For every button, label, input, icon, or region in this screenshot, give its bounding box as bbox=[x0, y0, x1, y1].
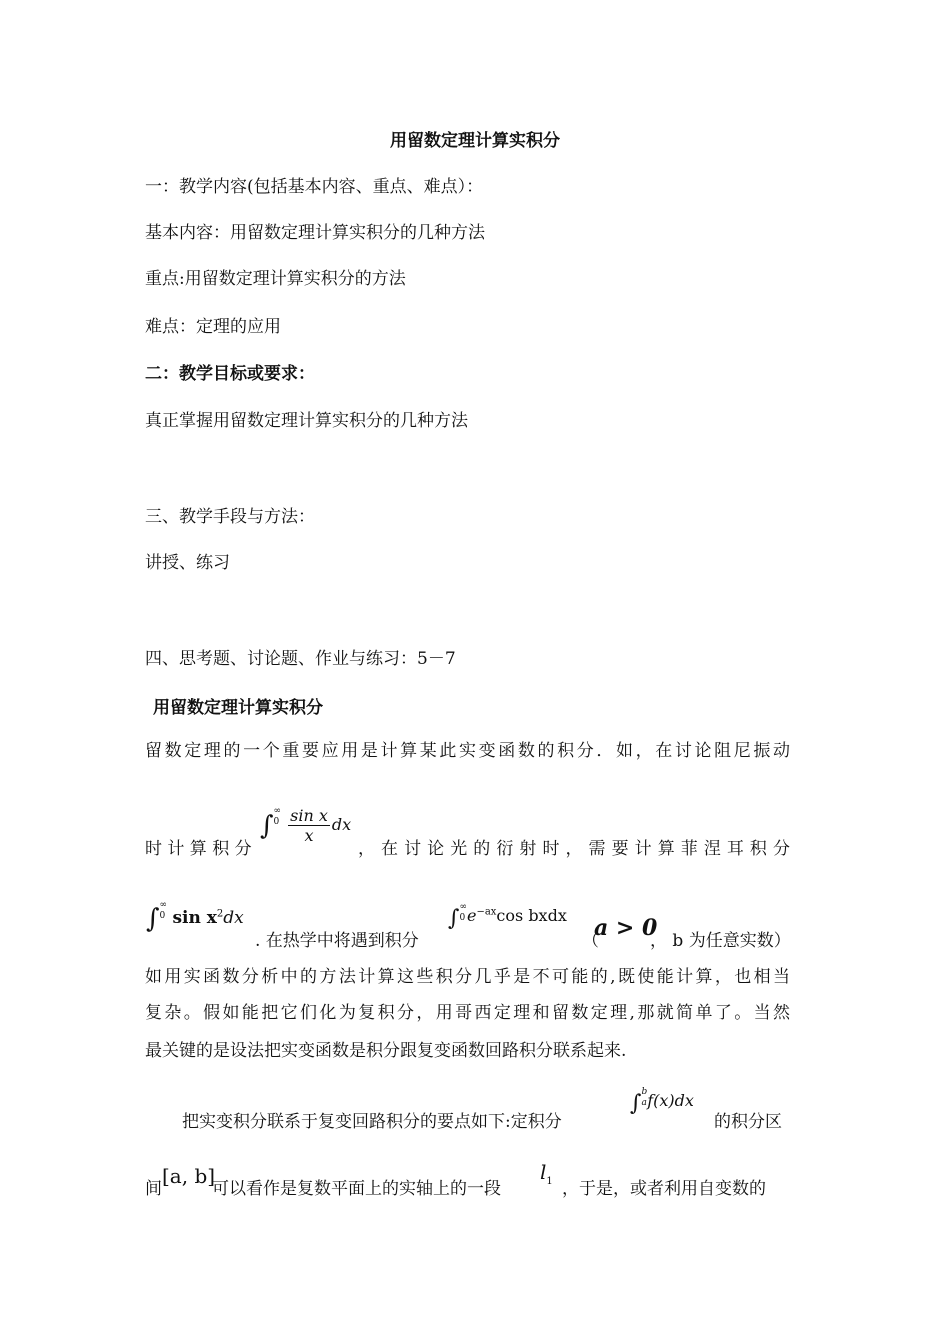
basic-content: 基本内容：用留数定理计算实积分的几种方法 bbox=[145, 223, 485, 243]
paragraph-text: 把实变积分联系于复变回路积分的要点如下:定积分 bbox=[182, 1112, 562, 1132]
fresnel-integral: ∫∞ 0 $\sin x^2dx$ bbox=[146, 900, 244, 934]
key-point: 重点:用留数定理计算实积分的方法 bbox=[145, 269, 406, 289]
main-title: 用留数定理计算实积分 bbox=[153, 698, 323, 718]
section4-heading: 四、思考题、讨论题、作业与练习：5－7 bbox=[145, 649, 456, 669]
segment-formula: $l_1$ bbox=[540, 1160, 553, 1187]
laplace-integral: ∫∞ 0 $e^{-ax}\cos$ bxdx bbox=[448, 902, 567, 931]
difficulty: 难点：定理的应用 bbox=[145, 317, 281, 337]
paragraph-line: 时 计 算 积 分 bbox=[145, 839, 252, 859]
section1-heading: 一：教学内容(包括基本内容、重点、难点）： bbox=[145, 177, 484, 197]
section2-body: 真正掌握用留数定理计算实积分的几种方法 bbox=[145, 411, 468, 431]
paragraph-line: 复杂。假如能把它们化为复积分，用哥西定理和留数定理,那就简单了。当然 bbox=[145, 1003, 790, 1023]
paragraph-line: 最关键的是设法把实变函数是积分跟复变函数回路积分联系起来. bbox=[145, 1041, 627, 1061]
dirichlet-integral: ∫∞ 0 $\frac{\text{sin x}}{x}$ dx bbox=[260, 806, 352, 845]
paragraph-text: ，于是，或者利用自变数的 bbox=[562, 1179, 766, 1199]
section2-heading: 二：教学目标或要求： bbox=[145, 364, 315, 384]
condition-formula: a > 0 bbox=[594, 915, 658, 941]
section3-body: 讲授、练习 bbox=[145, 553, 230, 573]
paragraph-text: ， b 为任意实数） bbox=[650, 931, 791, 951]
page-title: 用留数定理计算实积分 bbox=[390, 131, 560, 151]
paragraph-line: ， 在 讨 论 光 的 衍 射 时 ， 需 要 计 算 菲 涅 耳 积 分 bbox=[358, 839, 790, 859]
paragraph-text: 的积分区 bbox=[714, 1112, 782, 1132]
paragraph-text: 可以看作是复数平面上的实轴上的一段 bbox=[212, 1179, 501, 1199]
paragraph-line: 如用实函数分析中的方法计算这些积分几乎是不可能的,既使能计算，也相当 bbox=[145, 967, 790, 987]
paragraph-text: . 在热学中将遇到积分 bbox=[255, 931, 419, 951]
paragraph-text: 间 bbox=[145, 1179, 162, 1199]
paragraph-text: （ bbox=[582, 931, 599, 951]
definite-integral: ∫b af(x)dx bbox=[630, 1087, 694, 1116]
paragraph-line: 留数定理的一个重要应用是计算某此实变函数的积分．如，在讨论阻尼振动 bbox=[145, 741, 790, 761]
interval-formula: [a, b] bbox=[162, 1164, 216, 1188]
section3-heading: 三、教学手段与方法： bbox=[145, 507, 315, 527]
